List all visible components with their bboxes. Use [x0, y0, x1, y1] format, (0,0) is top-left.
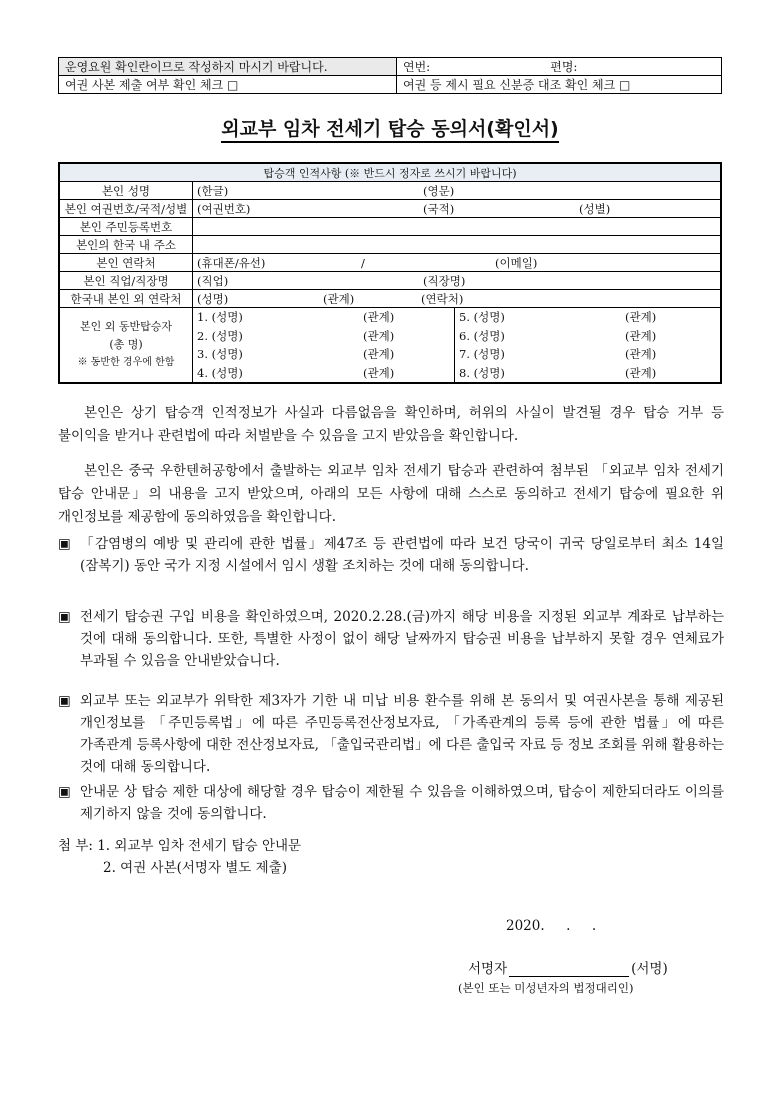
consent-item-1: ▣ 「감염병의 예방 및 관리에 관한 법률」제47조 등 관련법에 따라 보건 당국이 귀국 당일로부터 최소 14일(잠복기) 동안 국가 지정 시설에서 임시 생활 조치하는 것에 대해 동의합니다. — [58, 533, 724, 577]
label-address: 본인의 한국 내 주소 — [59, 236, 193, 254]
attachments — [58, 835, 301, 879]
field-resident-id[interactable] — [193, 218, 722, 236]
companion-relation[interactable]: (관계) — [359, 364, 455, 383]
companion-name[interactable]: 1. (성명) — [197, 310, 243, 324]
companion-relation[interactable]: (관계) — [625, 347, 657, 361]
signer-note: (본인 또는 미성년자의 법정대리인) — [458, 981, 634, 995]
attach-label: 첨 부: — [58, 838, 93, 854]
admin-notice: 운영요원 확인란이므로 작성하지 마시기 바랍니다. — [59, 58, 397, 76]
attachment-1: 1. 외교부 임차 전세기 탑승 안내문 — [97, 838, 302, 854]
row-companions — [59, 308, 721, 384]
row-passport — [59, 200, 721, 218]
companions-grid — [193, 308, 722, 384]
confirmation-paragraph-2: 본인은 중국 우한텐허공항에서 출발하는 외교부 임차 전세기 탑승과 관련하여 첨부된 「외교부 임차 전세기 탑승 안내문」의 내용을 고지 받았으며, 아래의 모든 사항에 대해 스스로 동의하고 전세기 탑승에 필요한 위 개인정보를 제공함에 동의하였음을 확인합니다. — [58, 463, 724, 525]
label-resident-id: 본인 주민등록번호 — [59, 218, 193, 236]
checkbox-icon[interactable]: ▣ — [58, 784, 71, 800]
companion-name[interactable]: 4. (성명) — [197, 365, 243, 380]
consent-item-3: ▣ 외교부 또는 외교부가 위탁한 제3자가 기한 내 미납 비용 환수를 위해 본 동의서 및 여권사본을 통해 제공된 개인정보를 「주민등록법」에 따른 주민등록전산정보자료, 「가족관계의 등록 등에 관한 법률」에 따른 가족관계 등록사항에 대한 전산정보자료, 「출입국관리법」에 다른 출입국 자료 등 정보 조회를 위해 활용하는 것에 대해 동의합니다. — [58, 690, 724, 778]
row-address — [59, 236, 721, 254]
signature-field[interactable] — [509, 962, 629, 977]
passport-copy-check: 여권 사본 제출 여부 확인 체크 □ — [59, 76, 397, 94]
row-emergency — [59, 290, 721, 308]
attachment-2: 2. 여권 사본(서명자 별도 제출) — [103, 860, 288, 876]
field-name[interactable]: (한글) (영문) — [193, 182, 722, 200]
label-passport: 본인 여권번호/국적/성별 — [59, 200, 193, 218]
companion-name[interactable]: 7. (성명) — [459, 347, 505, 361]
companion-name[interactable]: 2. (성명) — [197, 328, 243, 343]
field-contact[interactable]: (휴대폰/유선) / (이메일) — [193, 254, 722, 272]
consent-item-2: ▣ 전세기 탑승권 구입 비용을 확인하였으며, 2020.2.28.(금)까지 해당 비용을 지정된 외교부 계좌로 납부하는 것에 대해 동의합니다. 또한, 특별한 사정이 없이 해당 날짜까지 탑승권 비용을 납부하지 못할 경우 연체료가 부과될 수 있음을 안내받았습니다. — [58, 606, 724, 672]
companion-name[interactable]: 5. (성명) — [459, 310, 505, 324]
row-resident-id — [59, 218, 721, 236]
companion-relation[interactable]: (관계) — [625, 365, 657, 380]
consent-item-4: ▣ 안내문 상 탑승 제한 대상에 해당할 경우 탑승이 제한될 수 있음을 이해하였으며, 탑승이 제한되더라도 이의를 제기하지 않을 것에 동의합니다. — [58, 781, 724, 825]
serial-number-label: 연번: — [403, 60, 431, 74]
companion-relation[interactable]: (관계) — [625, 310, 657, 324]
row-job — [59, 272, 721, 290]
field-address[interactable] — [193, 236, 722, 254]
label-companions: 본인 외 동반탑승자 (총 명) ※ 동반한 경우에 한함 — [59, 308, 193, 384]
field-job[interactable]: (직업) (직장명) — [193, 272, 722, 290]
checkbox-icon[interactable]: ▣ — [58, 609, 71, 625]
companion-name[interactable]: 3. (성명) — [197, 347, 243, 361]
admin-serial-flight — [397, 58, 722, 76]
field-passport[interactable]: (여권번호) (국적) (성별) — [193, 200, 722, 218]
admin-check-table — [58, 57, 722, 94]
sign-date[interactable]: 2020. . . — [506, 918, 597, 934]
field-emergency[interactable]: (성명) (관계) (연락처) — [193, 290, 722, 308]
passenger-info-table — [58, 162, 722, 384]
row-contact — [59, 254, 721, 272]
flight-number-label: 편명: — [550, 60, 578, 74]
checkbox-icon[interactable]: ▣ — [58, 536, 71, 552]
row-name — [59, 182, 721, 200]
confirmation-paragraph-1: 본인은 상기 탑승객 인적정보가 사실과 다름없음을 확인하며, 허위의 사실이 발견될 경우 탑승 거부 등 불이익을 받거나 관련법에 따라 처벌받을 수 있음을 고지 받았음을 확인합니다. — [58, 405, 724, 444]
companion-relation[interactable]: (관계) — [359, 308, 455, 327]
signer-suffix: (서명) — [631, 961, 668, 977]
companion-name[interactable]: 6. (성명) — [459, 328, 505, 343]
document-title: 외교부 임차 전세기 탑승 동의서(확인서) — [0, 114, 780, 141]
label-name: 본인 성명 — [59, 182, 193, 200]
label-emergency: 한국내 본인 외 연락처 — [59, 290, 193, 308]
companion-relation[interactable]: (관계) — [359, 327, 455, 346]
companion-relation[interactable]: (관계) — [359, 345, 455, 364]
label-contact: 본인 연락처 — [59, 254, 193, 272]
passenger-info-header: 탑승객 인적사항 (※ 반드시 정자로 쓰시기 바랍니다) — [59, 163, 721, 182]
companion-relation[interactable]: (관계) — [625, 328, 657, 343]
label-job: 본인 직업/직장명 — [59, 272, 193, 290]
signer-label: 서명자 — [468, 961, 508, 977]
companion-name[interactable]: 8. (성명) — [459, 365, 505, 380]
checkbox-icon[interactable]: ▣ — [58, 693, 71, 709]
id-verify-check: 여권 등 제시 필요 신분증 대조 확인 체크 □ — [397, 76, 722, 94]
signer-line — [468, 957, 668, 977]
